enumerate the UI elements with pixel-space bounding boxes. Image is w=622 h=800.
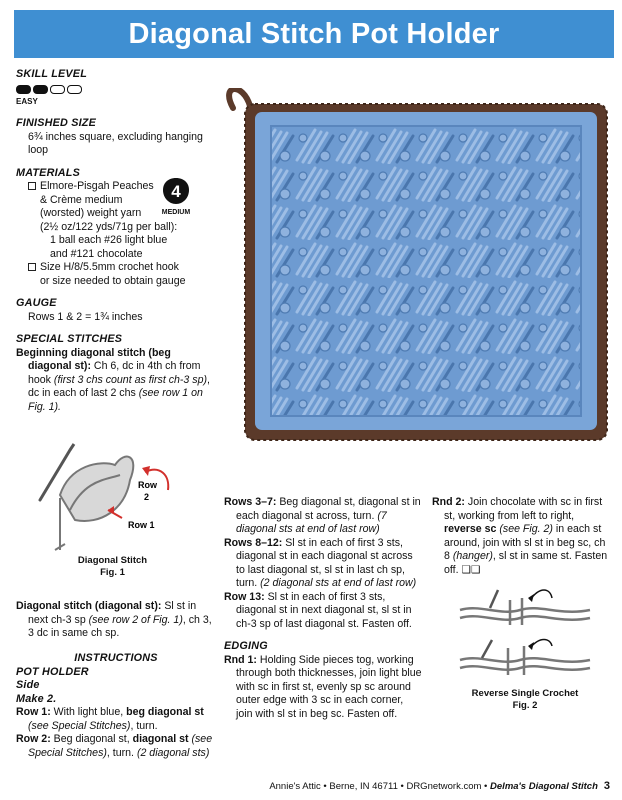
page-title: Diagonal Stitch Pot Holder xyxy=(128,17,500,50)
svg-text:4: 4 xyxy=(171,182,181,201)
svg-text:Row: Row xyxy=(138,480,157,490)
yarn-weight-icon xyxy=(160,176,192,218)
page-footer: Annie's Attic • Berne, IN 46711 • DRGnetwork.com • Delma's Diagonal Stitch 3 xyxy=(269,780,610,792)
skill-bar-empty xyxy=(67,85,82,94)
materials-heading: MATERIALS xyxy=(16,166,80,179)
skill-bar-filled xyxy=(33,85,48,94)
fig2-caption: Reverse Single Crochet Fig. 2 xyxy=(471,688,579,711)
left-column xyxy=(16,68,216,414)
right-column: Rnd 2: Join chocolate with sc in first st, working from left to right, reverse sc (see Fig. 2) in each st around, join with sl st in beg sc, ch 8 (hanger), sl st in same st. Fasten off. ❑❑ xyxy=(432,496,608,576)
reverse-sc-figure xyxy=(450,580,600,685)
skill-meter xyxy=(16,85,216,94)
title-banner xyxy=(14,10,614,58)
instructions-heading: INSTRUCTIONS xyxy=(74,652,158,664)
gauge-heading: GAUGE xyxy=(16,297,57,309)
size-text: 6¾ inches square, excluding hanging loop xyxy=(28,130,203,156)
side-heading: Side xyxy=(16,679,40,691)
gauge-text: Rows 1 & 2 = 1¾ inches xyxy=(28,310,143,323)
svg-text:2: 2 xyxy=(144,492,150,502)
instructions: INSTRUCTIONS POT HOLDER Side Make 2. Row 1: With light blue, beg diagonal st (see Special Stitches), turn. Row 2: Beg diagonal st, diagonal st (see Special Stitches), turn. (2 diagonal sts) xyxy=(16,652,216,760)
special-heading: SPECIAL STITCHES xyxy=(16,333,123,345)
checkbox-icon xyxy=(28,182,36,190)
checkbox-icon xyxy=(28,263,36,271)
fig1-caption: Diagonal Stitch Fig. 1 xyxy=(77,555,148,578)
edging-heading: EDGING xyxy=(224,640,268,652)
skill-bar-empty xyxy=(50,85,65,94)
beg-diagonal-def: Beginning diagonal stitch (beg diagonal st): Ch 6, dc in 4th ch from hook (first 3 chs count as first ch-3 sp), dc in each of last 2 chs (see row 1 on Fig. 1). xyxy=(16,346,210,413)
skill-bar-filled xyxy=(16,85,31,94)
middle-column: Rows 3–7: Beg diagonal st, diagonal st in each diagonal st across, turn. (7 diagonal sts at end of last row) Rows 8–12: Sl st in each of first 3 sts, diagonal st in each diagonal st across to last diagonal st, sl st in last ch sp, turn. (2 diagonal sts at end of last row) Row 13: Sl st in each of first 3 sts, diagonal st in next diagonal st, sl st in ch-3 sp of last diagonal st. Fasten off. EDGING Rnd 1: Holding Side pieces tog, working through both thicknesses, join light blue with sc in first st, evenly sp sc around outer edge with 3 sc in each corner, join with sl st in beg sc. Fasten off. xyxy=(224,496,422,720)
svg-text:Row 1: Row 1 xyxy=(128,520,155,530)
pot-holder-heading: POT HOLDER xyxy=(16,665,89,678)
materials-yarn: Elmore-Pisgah Peaches & Crème medium (worsted) weight yarn (2½ oz/122 yds/71g per ball): 1 ball each #26 light blue and #121 chocolate Size H/8/5.5mm crochet hook or size needed to obtain gauge xyxy=(16,180,216,288)
checkbox-icon: ❑❑ xyxy=(461,563,481,576)
svg-text:MEDIUM: MEDIUM xyxy=(161,209,191,216)
skill-level: EASY xyxy=(16,96,38,106)
size-heading: FINISHED SIZE xyxy=(16,117,96,129)
pot-holder-photo xyxy=(215,88,615,448)
skill-heading: SKILL LEVEL xyxy=(16,68,87,80)
diagonal-stitch-def: Diagonal stitch (diagonal st): Sl st in next ch-3 sp (see row 2 of Fig. 1), ch 3, 3 dc in same ch sp. xyxy=(16,600,212,639)
make-note: Make 2. xyxy=(16,692,57,705)
